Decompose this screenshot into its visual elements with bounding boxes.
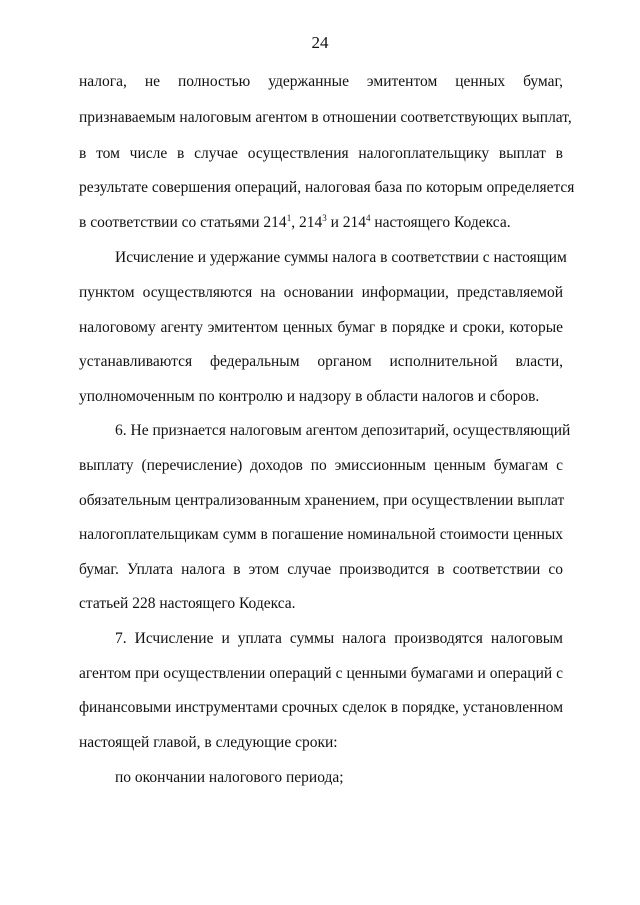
- text-fragment: и 214: [326, 214, 366, 231]
- text-fragment: настоящего Кодекса.: [370, 214, 511, 231]
- superscript: 3: [322, 212, 327, 223]
- text-line: налога, не полностью удержанные эмитентом ценных бумаг,: [79, 73, 563, 90]
- text-line: статьей 228 настоящего Кодекса.: [79, 595, 296, 612]
- text-line: уполномоченным по контролю и надзору в области налогов и сборов.: [79, 388, 540, 405]
- text-fragment: , 214: [291, 214, 323, 231]
- superscript: 1: [286, 212, 292, 223]
- text-line: налогоплательщикам сумм в погашение номинальной стоимости ценных: [79, 526, 563, 543]
- text-line: финансовыми инструментами срочных сделок в порядке, установленном: [79, 699, 563, 716]
- text-line: выплату (перечисление) доходов по эмиссионным ценным бумагам с: [79, 457, 563, 474]
- text-line: 7. Исчисление и уплата суммы налога производятся налоговым: [115, 630, 563, 647]
- text-line: агентом при осуществлении операций с ценными бумагами и операций с: [79, 665, 563, 682]
- text-line: обязательным централизованным хранением, при осуществлении выплат: [79, 492, 565, 509]
- text-line: по окончании налогового периода;: [115, 769, 344, 786]
- text-line: налоговому агенту эмитентом ценных бумаг в порядке и сроки, которые: [79, 319, 563, 336]
- text-line: 6. Не признается налоговым агентом депозитарий, осуществляющий: [115, 422, 571, 439]
- text-line: результате совершения операций, налоговая база по которым определяется: [79, 179, 575, 196]
- text-line: устанавливаются федеральным органом исполнительной власти,: [79, 353, 563, 370]
- text-line: настоящей главой, в следующие сроки:: [79, 734, 338, 751]
- text-line: бумаг. Уплата налога в этом случае производится в соответствии со: [79, 561, 563, 578]
- superscript: 4: [365, 212, 371, 223]
- text-line: пунктом осуществляются на основании информации, представляемой: [79, 284, 563, 301]
- page-number: 24: [311, 33, 329, 52]
- text-fragment: в соответствии со статьями 214: [79, 214, 287, 231]
- text-line: Исчисление и удержание суммы налога в соответствии с настоящим: [115, 249, 567, 266]
- text-line-with-superscripts: [79, 213, 563, 233]
- text-line: признаваемым налоговым агентом в отношении соответствующих выплат,: [79, 109, 572, 126]
- text-line: в том числе в случае осуществления налогоплательщику выплат в: [79, 145, 563, 162]
